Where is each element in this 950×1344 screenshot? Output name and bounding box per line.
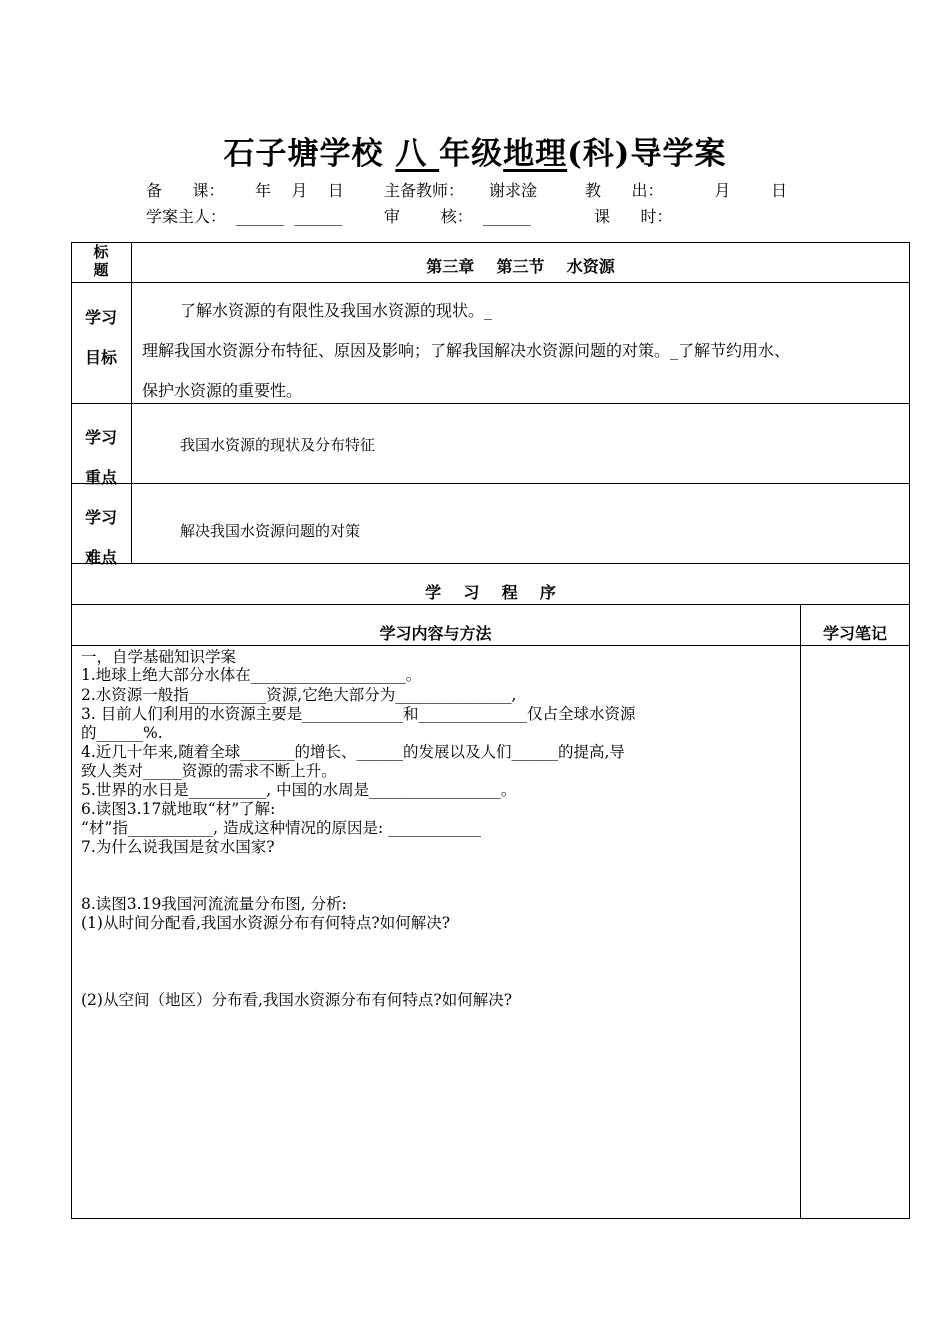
row-divider [71,563,910,564]
owner-field: 学案主人： ______ ______ [146,207,343,226]
review-field: 审 核： ______ [384,207,531,226]
content-line: 5.世界的水日是__________, 中国的水周是_________________。 [81,781,517,799]
key-label-line: 学习 [84,428,117,447]
difficulty-label-line: 难点 [84,548,117,567]
content-line: 8.读图3.19我国河流流量分布图, 分析: [81,895,347,913]
title-label-line: 题 [93,261,109,279]
content-line: 3. 目前人们利用的水资源主要是_____________和______________仅占全球水资源 [81,705,636,723]
content-line: 6.读图3.17就地取“材”了解: [81,800,276,818]
title-subject: 地理 [503,136,568,172]
title-label [71,243,131,279]
taught-date: 教 出： 月 日 [585,181,788,200]
difficulty-label-line: 学习 [84,508,117,527]
teacher-name: 谢求淦 [489,181,538,200]
title-grade: 八 [395,136,440,172]
row-divider [71,645,910,646]
lesson-title: 第三章 第三节 水资源 [426,257,615,276]
procedure-header: 学 习 程 序 [425,583,556,602]
goal-line-3: 保护水资源的重要性。 [142,381,303,400]
goal-line-2: 理解我国水资源分布特征、原因及影响；了解我国解决水资源问题的对策。_了解节约用水、 [142,341,791,360]
teacher-label: 主备教师： [384,181,465,200]
period-field: 课 时： [594,207,673,226]
row-divider [71,403,910,404]
content-line: “材”指___________, 造成这种情况的原因是: ____________ [81,819,482,837]
page-title [0,128,950,173]
content-line: (1)从时间分配看,我国水资源分布有何特点?如何解决? [81,914,451,932]
key-label-line: 重点 [84,468,117,487]
notes-column-divider [800,604,801,1219]
content-line: 7.为什么说我国是贫水国家? [81,838,275,856]
content-line: 4.近几十年来,随着全球_______的增长、______的发展以及人们______的提高,导 [81,743,625,761]
row-divider [71,282,910,283]
content-line: 2.水资源一般指__________资源,它绝大部分为_______________, [81,686,517,704]
title-school: 石子塘学校 [223,136,396,172]
goal-line-1: 了解水资源的有限性及我国水资源的现状。_ [180,301,493,320]
title-grade-suffix: 年级 [439,136,504,172]
content-line: 一，自学基础知识学案 [81,648,237,666]
goals-label-line: 目标 [84,348,117,367]
row-divider [71,604,910,605]
title-label-line: 标 [93,243,109,261]
content-method-header: 学习内容与方法 [379,624,492,643]
notes-header: 学习笔记 [822,624,887,643]
difficulty-value: 解决我国水资源问题的对策 [180,522,361,540]
goals-label [71,298,131,378]
difficulty-label [71,498,131,578]
goals-label-line: 学习 [84,308,117,327]
title-suffix: (科)导学案 [567,136,727,172]
label-column-divider [131,242,132,563]
content-line: (2)从空间（地区）分布看,我国水资源分布有何特点?如何解决? [81,991,513,1009]
key-points-value: 我国水资源的现状及分布特征 [180,436,376,454]
prep-date: 备 课： 年 月 日 [146,181,344,200]
row-divider [71,483,910,484]
content-line: 1.地球上绝大部分水体在____________________。 [81,666,422,684]
key-points-label [71,418,131,498]
content-line: 的______%. [81,724,163,742]
content-line: 致人类对_____资源的需求不断上升。 [81,762,337,780]
